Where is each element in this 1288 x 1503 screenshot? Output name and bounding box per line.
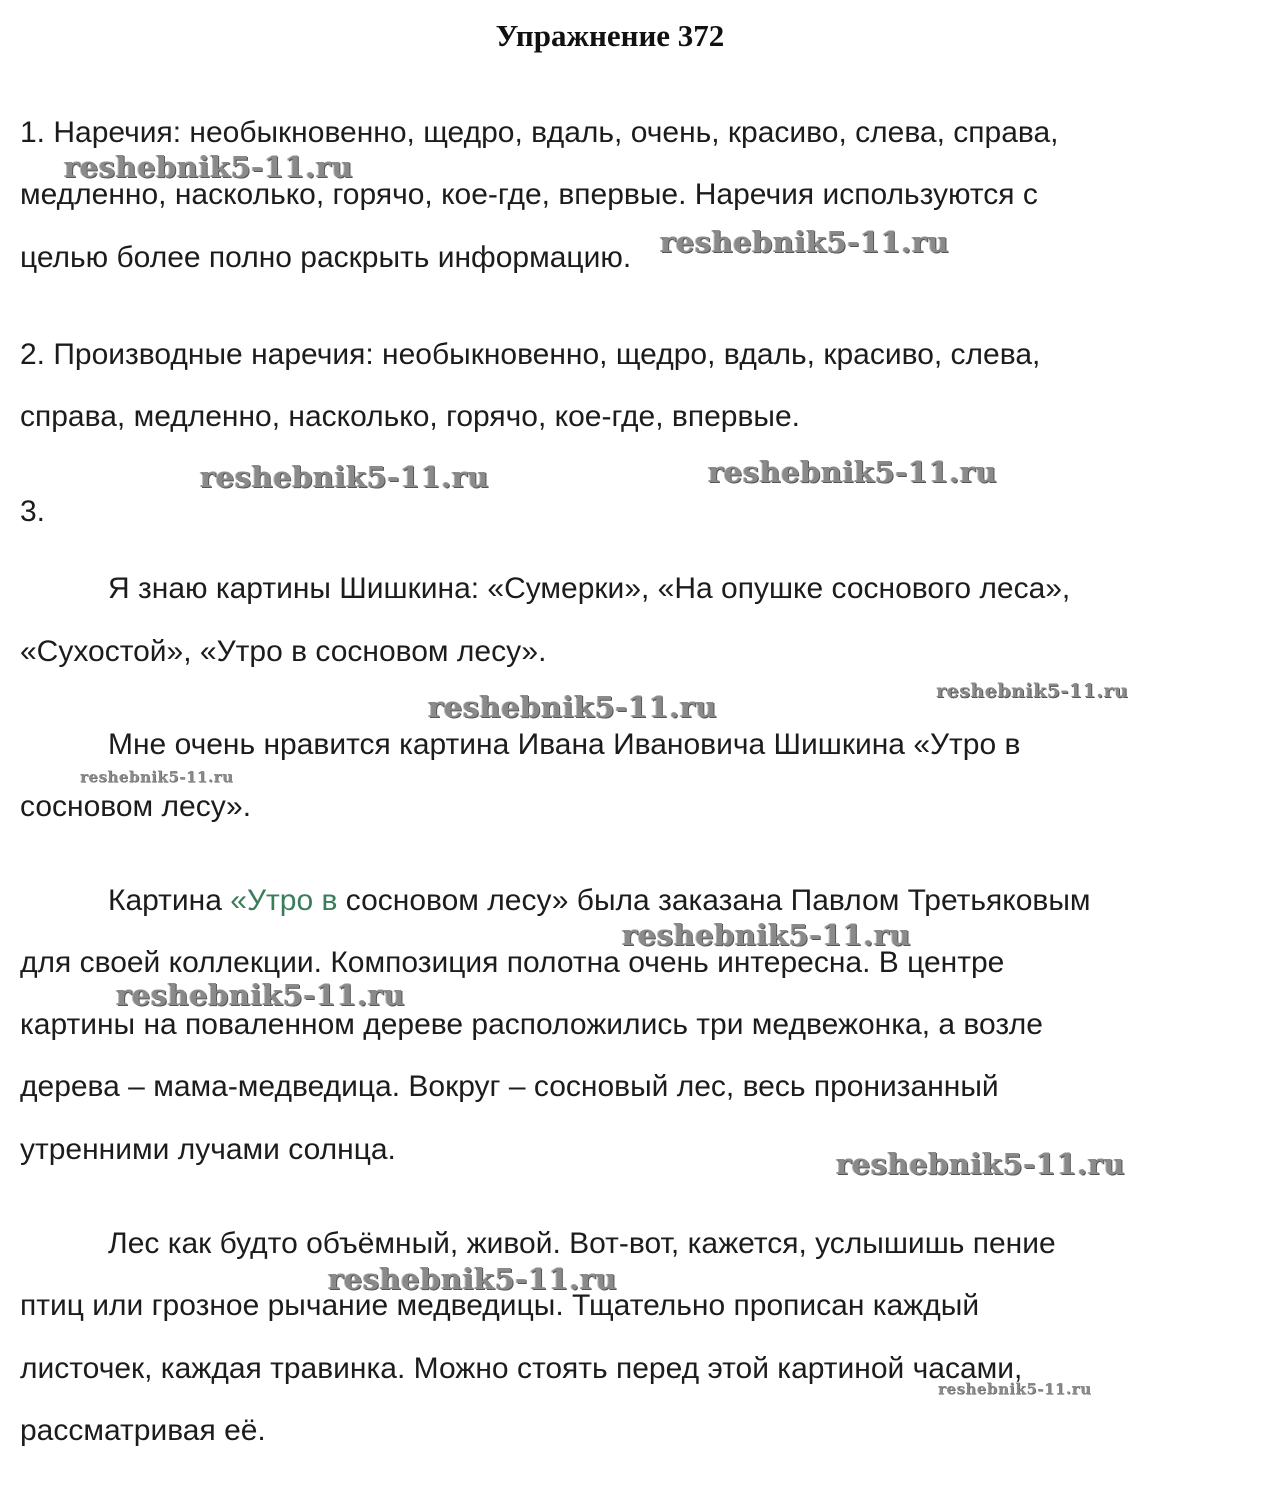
- text-line: 2. Производные наречия: необыкновенно, щедро, вдаль, красиво, слева,: [20, 338, 1041, 371]
- text-line: утренними лучами солнца.: [20, 1133, 396, 1166]
- text-line: сосновом лесу».: [20, 790, 252, 823]
- text-line: Я знаю картины Шишкина: «Сумерки», «На опушке соснового леса»,: [108, 572, 1071, 605]
- text-line: листочек, каждая травинка. Можно стоять перед этой картиной часами,: [20, 1352, 1023, 1385]
- text-line: картины на поваленном дереве расположились три медвежонка, а возле: [20, 1008, 1043, 1041]
- text-line: целью более полно раскрыть информацию.: [20, 241, 632, 274]
- text-line: птиц или грозное рычание медведицы. Тщательно прописан каждый: [20, 1289, 980, 1322]
- text-line: справа, медленно, насколько, горячо, кое-где, впервые.: [20, 400, 800, 433]
- watermark: reshebnik5-11.ru: [708, 455, 998, 489]
- watermark: reshebnik5-11.ru: [622, 918, 912, 952]
- watermark: reshebnik5-11.ru: [200, 460, 490, 494]
- text-line: Мне очень нравится картина Ивана Ивановича Шишкина «Утро в: [108, 728, 1021, 761]
- watermark: reshebnik5-11.ru: [80, 768, 234, 786]
- text-line: для своей коллекции. Композиция полотна очень интересна. В центре: [20, 946, 1005, 979]
- watermark: reshebnik5-11.ru: [64, 150, 354, 184]
- watermark: reshebnik5-11.ru: [938, 1380, 1092, 1398]
- highlighted-text: «Утро в: [230, 884, 338, 917]
- text-line: 1. Наречия: необыкновенно, щедро, вдаль, очень, красиво, слева, справа,: [20, 116, 1059, 149]
- text-line: Лес как будто объёмный, живой. Вот-вот, кажется, услышишь пение: [108, 1227, 1056, 1260]
- exercise-title: Упражнение 372: [495, 18, 725, 53]
- text-line: медленно, насколько, горячо, кое-где, впервые. Наречия используются с: [20, 178, 1038, 211]
- text-line: «Сухостой», «Утро в сосновом лесу».: [20, 635, 547, 668]
- watermark: reshebnik5-11.ru: [936, 680, 1129, 702]
- painting-sentence: [108, 883, 1091, 919]
- watermark: reshebnik5-11.ru: [836, 1147, 1126, 1181]
- watermark: reshebnik5-11.ru: [116, 978, 406, 1012]
- watermark: reshebnik5-11.ru: [660, 225, 950, 259]
- text-segment: Картина: [108, 884, 231, 917]
- text-line: дерева – мама-медведица. Вокруг – сосновый лес, весь пронизанный: [20, 1070, 999, 1103]
- watermark: reshebnik5-11.ru: [428, 690, 718, 724]
- text-line: рассматривая её.: [20, 1414, 266, 1447]
- text-segment: сосновом лесу» была заказана Павлом Третьяковым: [337, 884, 1091, 917]
- watermark: reshebnik5-11.ru: [328, 1262, 618, 1296]
- section-number: 3.: [20, 495, 46, 528]
